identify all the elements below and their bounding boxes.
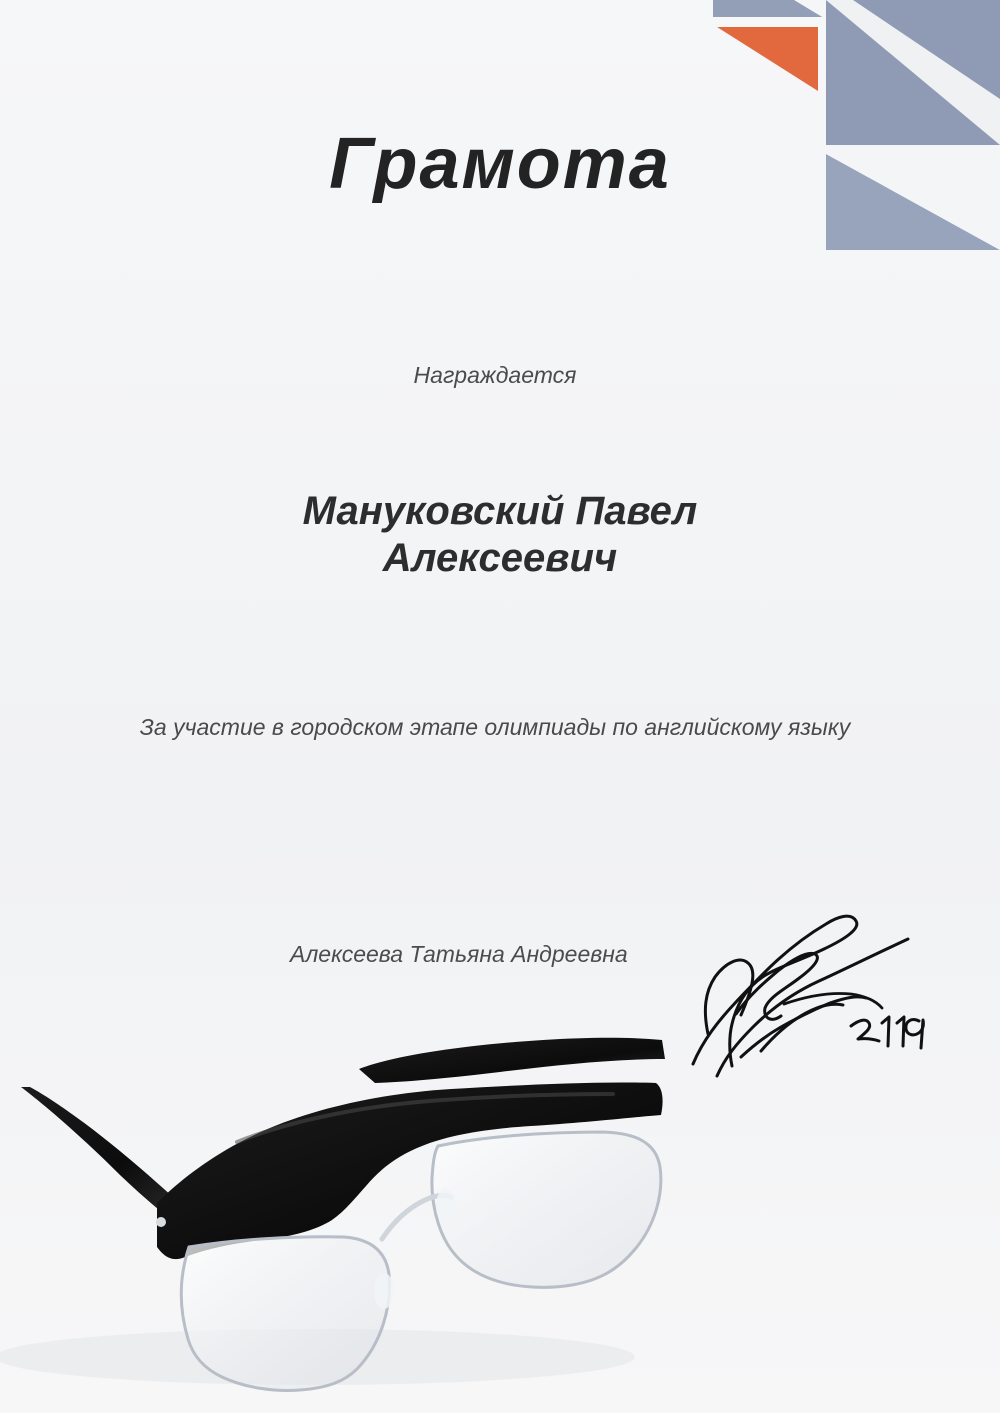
recipient-name [0, 488, 1000, 582]
left-lens [181, 1237, 389, 1391]
right-lens [432, 1132, 661, 1287]
left-temple [21, 1087, 185, 1219]
decor-top-strip [713, 0, 1000, 17]
decor-large-slate-block [826, 0, 1000, 145]
awarded-label: Награждается [413, 362, 577, 388]
recipient-name-line-2: Алексеевич [382, 536, 618, 581]
signer-name: Алексеева Татьяна Андреевна [290, 941, 628, 967]
hinge-dot [156, 1217, 166, 1227]
left-nose-pad [374, 1273, 394, 1309]
right-temple [359, 1038, 665, 1083]
decor-orange-triangle [717, 27, 818, 91]
decor-white-diagonal [826, 0, 1000, 145]
award-reason: За участие в городском этапе олимпиады по английскому языку [139, 714, 851, 740]
decor-upper-white-triangle [794, 0, 1000, 124]
right-nose-pad [436, 1188, 456, 1224]
recipient-name-line-1: Мануковский Павел [302, 489, 698, 533]
certificate-title: Грамота [329, 124, 671, 204]
eyeglasses-icon [0, 1025, 720, 1413]
